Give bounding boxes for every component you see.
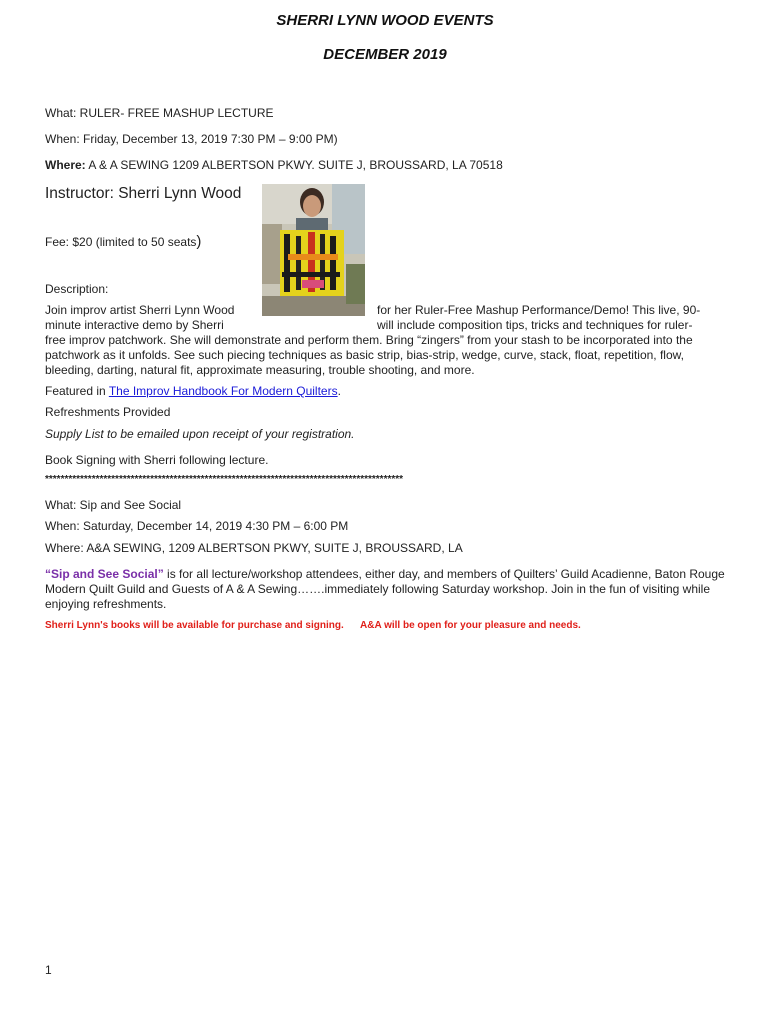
fee-text: Fee: $20 (limited to 50 seats [45, 235, 197, 249]
event1-when: When: Friday, December 13, 2019 7:30 PM – 9:00 PM) [45, 132, 338, 146]
red-note-store: A&A will be open for your pleasure and needs. [360, 620, 581, 631]
social-text: is for all lecture/workshop attendees, either day, and members of Quilters’ Guild Acadienne, Baton Rouge Modern Quilt Guild and Guests of A & A Sewing…….immediately following Saturday workshop. Join in the fun of visiting while enjoying refreshments. [45, 567, 725, 611]
refreshments: Refreshments Provided [45, 405, 171, 419]
page-subtitle: DECEMBER 2019 [323, 46, 447, 63]
description-line1-right: for her Ruler-Free Mashup Performance/Demo! This live, 90- [377, 303, 701, 317]
description-line2-right: will include composition tips, tricks and techniques for ruler- [377, 318, 693, 332]
featured-in [45, 384, 341, 399]
social-description [45, 567, 725, 612]
event2-when: When: Saturday, December 14, 2019 4:30 PM – 6:00 PM [45, 519, 349, 533]
page-title: SHERRI LYNN WOOD EVENTS [276, 12, 494, 29]
red-note-books: Sherri Lynn's books will be available for purchase and signing. [45, 620, 344, 631]
description-body: free improv patchwork. She will demonstrate and perform them. Bring “zingers” from your stash to be incorporated into the patchwork as it unfolds. See such piecing techniques as basic strip, bias-strip, wedge, curve, stack, float, repetition, flow, bleeding, darting, natural fit, approximate measuring, trouble shooting, and more. [45, 333, 693, 377]
description-label: Description: [45, 282, 109, 296]
where-value: A & A SEWING 1209 ALBERTSON PKWY. SUITE J, BROUSSARD, LA 70518 [85, 158, 503, 172]
book-signing: Book Signing with Sherri following lecture. [45, 453, 269, 467]
supply-list-note: Supply List to be emailed upon receipt of your registration. [45, 427, 355, 441]
book-link[interactable]: The Improv Handbook For Modern Quilters [108, 384, 338, 398]
description-line1-left: Join improv artist Sherri Lynn Wood [45, 303, 235, 317]
event2-what: What: Sip and See Social [45, 498, 182, 512]
event2-where: Where: A&A SEWING, 1209 ALBERTSON PKWY, SUITE J, BROUSSARD, LA [45, 541, 463, 555]
featured-prefix: Featured in [45, 384, 109, 398]
separator: ******************************************************************************************** [45, 474, 404, 485]
featured-suffix: . [337, 384, 341, 398]
fee-paren: ) [196, 233, 202, 250]
event1-what: What: RULER- FREE MASHUP LECTURE [45, 106, 274, 120]
fee [45, 234, 201, 250]
event1-where [45, 158, 503, 173]
where-label: Where: [45, 158, 86, 172]
instructor: Instructor: Sherri Lynn Wood [45, 185, 242, 202]
social-highlight: “Sip and See Social” [45, 567, 164, 581]
description-line2-left: minute interactive demo by Sherri [45, 318, 224, 332]
page-number: 1 [45, 963, 52, 977]
instructor-photo [262, 184, 365, 316]
